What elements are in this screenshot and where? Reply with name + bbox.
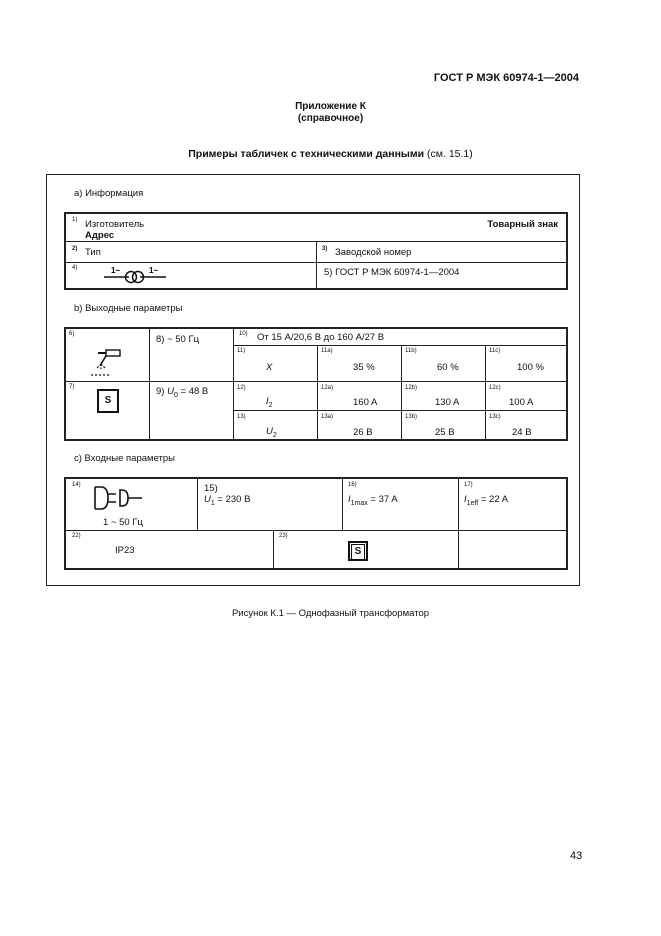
supply-frequency: 1 ~ 50 Гц [103,517,143,528]
figure-title-text: Примеры табличек с техническими данными [188,148,425,160]
appendix-subtitle: (справочное) [297,113,364,124]
welding-torch-icon [86,347,126,379]
section-input-label: c) Входные параметры [74,453,175,464]
standard-header: ГОСТ Р МЭК 60974-1—2004 [433,72,579,84]
s-mark-input-icon: S [348,541,368,561]
supply-voltage-field: 15) $U_1 = 230$ В [204,483,251,507]
output-table: 6) 8) ~ 50 Гц 10) От 15 А/20,6 В до 160 А/27 В 7) S 9) $U_0 = 48$ В 11) X 11a) 35 % 11b) 60 % 11c) 100 % 12) $I_2$ 12a) 160 A 12b) 130 A 12c) 100 A 13) $U_2$ 13a) 26 В 13b) 25 В 13c) 24 В [64,327,568,441]
no-load-voltage-field: 9) $U_0 = 48$ В [156,386,209,399]
section-info-label: a) Информация [74,188,144,199]
page-number: 43 [570,850,583,862]
info-table: 1) Изготовитель Адрес Товарный знак 2) Тип 3) Заводской номер 4) 1~ 1~ 5) ГОСТ Р МЭК 60974-1—2004 [64,212,568,290]
standard-field: 5) ГОСТ Р МЭК 60974-1—2004 [324,267,460,278]
figure-caption: Рисунок К.1 — Однофазный трансформатор [231,608,430,619]
frequency-field: 8) ~ 50 Гц [156,334,200,345]
appendix-title: Приложение К [295,101,366,112]
transformer-left-label: 1~ [111,266,121,275]
transformer-right-label: 1~ [149,266,159,275]
section-output-label: b) Выходные параметры [74,303,183,314]
figure-title-ref: (см. 15.1) [427,148,473,160]
mains-plug-icon [92,485,146,513]
input-table: 14) 1 ~ 50 Гц 15) $U_1 = 230$ В 16) $I_{1max} = 37$ A 17) $I_{1eff} = 22$ A 22) IP23 23) S [64,477,568,570]
figure-title [0,148,661,160]
s-mark-icon: S [97,389,119,413]
trademark-field: Товарный знак [487,219,558,230]
transformer-icon [100,264,170,286]
